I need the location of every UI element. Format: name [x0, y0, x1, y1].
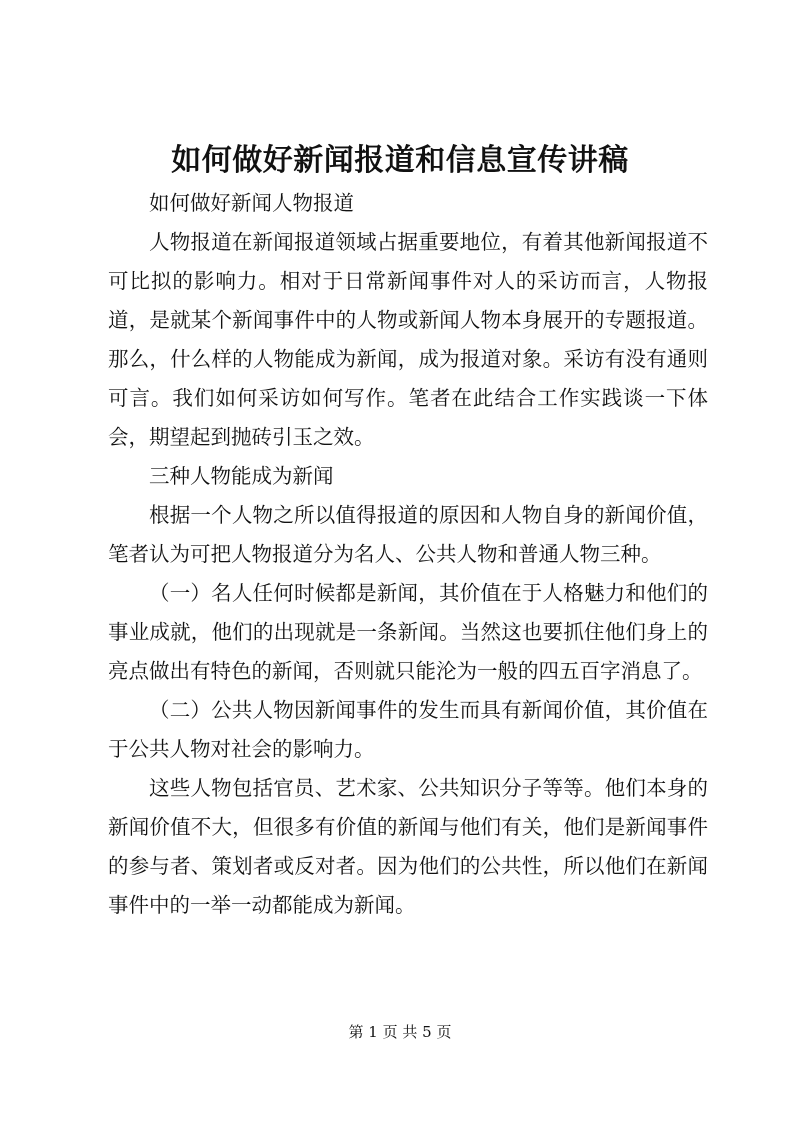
paragraph-intro: 人物报道在新闻报道领域占据重要地位，有着其他新闻报道不可比拟的影响力。相对于日常新闻事件对人的采访而言，人物报道，是就某个新闻事件中的人物或新闻人物本身展开的专题报道。那么，什么样的人物能成为新闻，成为报道对象。采访有没有通则可言。我们如何采访如何写作。笔者在此结合工作实践谈一下体会，期望起到抛砖引玉之效。 [108, 230, 708, 449]
document-body [108, 184, 708, 925]
page-number-footer: 第 1 页 共 5 页 [348, 1023, 452, 1041]
paragraph-public-figures: （二）公共人物因新闻事件的发生而具有新闻价值，其价值在于公共人物对社会的影响力。 [108, 698, 708, 761]
paragraph-celebrities: （一）名人任何时候都是新闻，其价值在于人格魅力和他们的事业成就，他们的出现就是一条新闻。当然这也要抓住他们身上的亮点做出有特色的新闻，否则就只能沦为一般的四五百字消息了。 [108, 581, 708, 683]
document-title: 如何做好新闻报道和信息宣传讲稿 [171, 143, 629, 178]
section-heading-three-types: 三种人物能成为新闻 [149, 464, 334, 488]
paragraph-classification: 根据一个人物之所以值得报道的原因和人物自身的新闻价值，笔者认为可把人物报道分为名人、公共人物和普通人物三种。 [108, 503, 708, 566]
paragraph-public-figures-detail: 这些人物包括官员、艺术家、公共知识分子等等。他们本身的新闻价值不大，但很多有价值的新闻与他们有关，他们是新闻事件的参与者、策划者或反对者。因为他们的公共性，所以他们在新闻事件中的一举一动都能成为新闻。 [108, 776, 708, 917]
section-heading-person-report: 如何做好新闻人物报道 [149, 191, 354, 215]
